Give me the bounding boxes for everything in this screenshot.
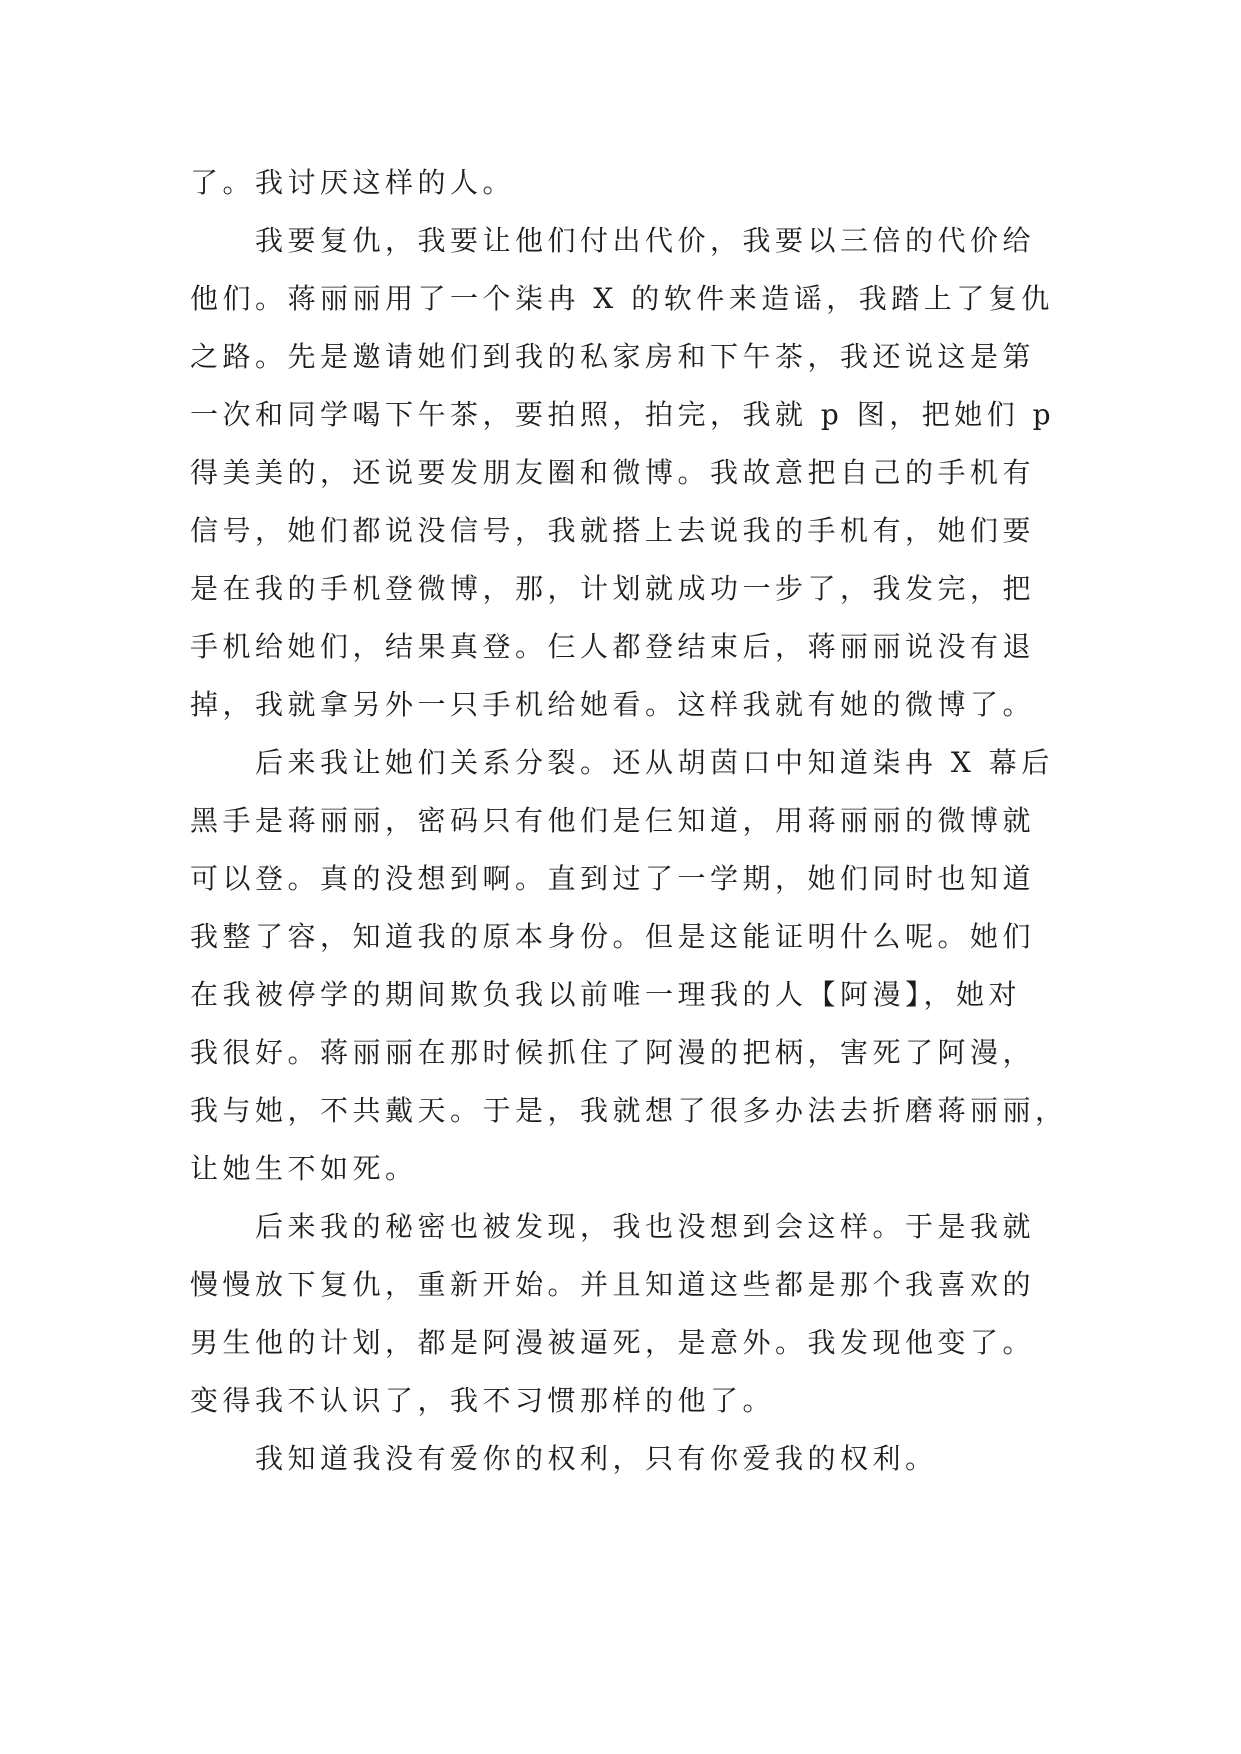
document-body bbox=[190, 154, 1090, 1488]
text-line: 后来我的秘密也被发现，我也没想到会这样。于是我就 bbox=[255, 1210, 1036, 1243]
text-line: 可以登。真的没想到啊。直到过了一学期，她们同时也知道 bbox=[190, 862, 1036, 895]
text-line: 在我被停学的期间欺负我以前唯一理我的人【阿漫】，她对 bbox=[190, 978, 1022, 1011]
text-line: 手机给她们，结果真登。仨人都登结束后，蒋丽丽说没有退 bbox=[190, 630, 1036, 663]
text-line: 慢慢放下复仇，重新开始。并且知道这些都是那个我喜欢的 bbox=[190, 1268, 1036, 1301]
text-line: 我整了容，知道我的原本身份。但是这能证明什么呢。她们 bbox=[190, 920, 1036, 953]
text-line: 他们。蒋丽丽用了一个柒冉 X 的软件来造谣，我踏上了复仇 bbox=[190, 282, 1054, 315]
text-line: 一次和同学喝下午茶，要拍照，拍完，我就 p 图，把她们 p bbox=[190, 398, 1056, 431]
text-line: 信号，她们都说没信号，我就搭上去说我的手机有，她们要 bbox=[190, 514, 1036, 547]
text-line: 是在我的手机登微博，那，计划就成功一步了，我发完，把 bbox=[190, 572, 1036, 605]
paragraph bbox=[190, 1198, 1090, 1430]
text-line: 掉，我就拿另外一只手机给她看。这样我就有她的微博了。 bbox=[190, 688, 1036, 721]
paragraph bbox=[190, 734, 1090, 1198]
text-line: 变得我不认识了，我不习惯那样的他了。 bbox=[190, 1384, 776, 1417]
text-line: 我与她，不共戴天。于是，我就想了很多办法去折磨蒋丽丽， bbox=[190, 1094, 1068, 1127]
paragraph bbox=[190, 212, 1090, 734]
text-line: 我很好。蒋丽丽在那时候抓住了阿漫的把柄，害死了阿漫， bbox=[190, 1036, 1036, 1069]
paragraph bbox=[190, 154, 1090, 212]
text-line: 我要复仇，我要让他们付出代价，我要以三倍的代价给 bbox=[255, 224, 1036, 257]
text-line: 得美美的，还说要发朋友圈和微博。我故意把自己的手机有 bbox=[190, 456, 1036, 489]
text-line: 后来我让她们关系分裂。还从胡茵口中知道柒冉 X 幕后 bbox=[255, 746, 1054, 779]
text-line: 之路。先是邀请她们到我的私家房和下午茶，我还说这是第 bbox=[190, 340, 1036, 373]
text-line: 男生他的计划，都是阿漫被逼死，是意外。我发现他变了。 bbox=[190, 1326, 1036, 1359]
text-line: 了。我讨厌这样的人。 bbox=[190, 166, 516, 199]
text-line: 我知道我没有爱你的权利，只有你爱我的权利。 bbox=[255, 1442, 938, 1475]
paragraph bbox=[190, 1430, 1090, 1488]
text-line: 让她生不如死。 bbox=[190, 1152, 418, 1185]
text-line: 黑手是蒋丽丽，密码只有他们是仨知道，用蒋丽丽的微博就 bbox=[190, 804, 1036, 837]
